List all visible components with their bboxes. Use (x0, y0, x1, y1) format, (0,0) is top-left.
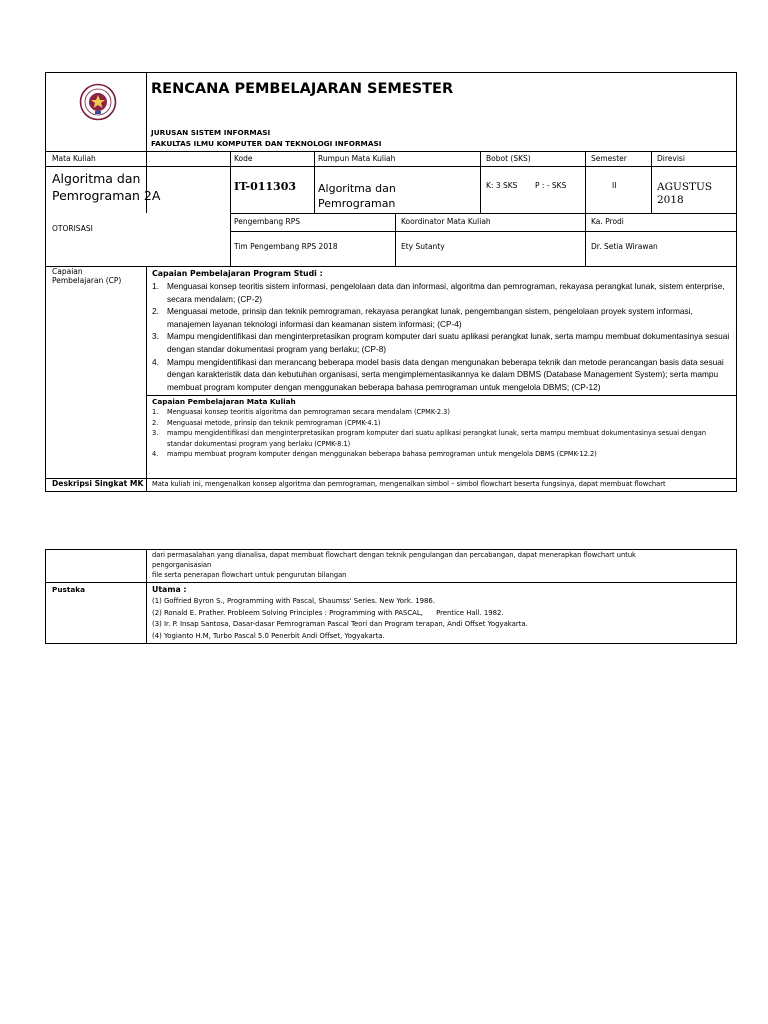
course-name: Algoritma dan Pemrograman 2A (52, 171, 161, 203)
cp-prodi-title: Capaian Pembelajaran Program Studi : (152, 269, 323, 278)
cp-mk-title: Capaian Pembelajaran Mata Kuliah (152, 397, 296, 406)
label-otorisasi: OTORISASI (52, 224, 93, 233)
pengembang-value: Tim Pengembang RPS 2018 (234, 242, 338, 251)
rps-table-page1 (45, 72, 737, 492)
label-kode: Kode (234, 154, 253, 163)
list-item: (1) Goffried Byron S., Programming with Pascal, Shaumss' Series. New York. 1986. (152, 597, 435, 605)
koordinator-value: Ety Sutanty (401, 242, 445, 251)
deskripsi-line: dari permasalahan yang dianalisa, dapat membuat flowchart dengan teknik pengulangan dan percabangan, dapat menerapkan flowchart untuk (152, 551, 636, 559)
list-item: (2) Ronald E. Prather. Probleem Solving Principles : Programming with PASCAL, Prentice Hall. 1982. (152, 608, 504, 617)
pustaka-list (152, 596, 732, 642)
label-mata-kuliah: Mata Kuliah (52, 154, 96, 163)
list-item: 1. Menguasai konsep teoritis algoritma dan pemrograman secara mendalam (CPMK-2.3) (152, 408, 450, 416)
faculty-name: FAKULTAS ILMU KOMPUTER DAN TEKNOLOGI INFORMASI (151, 139, 382, 148)
list-item: 3. mampu mengidentifikasi dan menginterpretasikan program komputer dari suatu aplikasi perangkat lunak, serta mampu membuat dokumentasinya sesuai dengan standar dokumentasi program yang berlaku (CPMK-8.1) (152, 429, 706, 448)
cp-prodi-list (152, 280, 732, 393)
label-bobot: Bobot (SKS) (486, 154, 531, 163)
label-direvisi: Direvisi (657, 154, 685, 163)
deskripsi-line: pengorganisasian (152, 560, 212, 569)
cp-mk-list (152, 407, 712, 460)
course-code: IT-011303 (234, 180, 296, 193)
label-pustaka: Pustaka (52, 585, 86, 594)
page-title: RENCANA PEMBELAJARAN SEMESTER (151, 81, 454, 97)
label-pengembang: Pengembang RPS (234, 217, 301, 226)
pustaka-utama-label: Utama : (152, 585, 187, 594)
label-kaprodi: Ka. Prodi (591, 217, 624, 226)
revision-date: AGUSTUS 2018 (657, 181, 713, 206)
label-semester: Semester (591, 154, 627, 163)
label-rumpun: Rumpun Mata Kuliah (318, 154, 396, 163)
list-item: 4. mampu membuat program komputer dengan menggunakan beberapa bahasa pemrograman untuk mengelola DBMS (CPMK-12.2) (152, 450, 597, 459)
deskripsi-text-page2 (152, 551, 732, 580)
label-koordinator: Koordinator Mata Kuliah (401, 217, 491, 226)
list-item: 2. Menguasai metode, prinsip dan teknik pemrograman, rekayasa perangkat lunak, pengembangan sistem, pengelolaan proyek system informasi, manajemen layanan teknologi informasi dan keamanan sistem informasi; (CP-4) (152, 306, 693, 329)
university-seal-icon (79, 83, 117, 121)
list-item: (4) Yogianto H.M, Turbo Pascal 5.0 Penerbit Andi Offset, Yogyakarta. (152, 631, 385, 640)
credit-theory: K: 3 SKS (486, 181, 518, 190)
label-deskripsi: Deskripsi Singkat MK (52, 479, 144, 488)
label-capaian-line2: Pembelajaran (CP) (52, 276, 122, 285)
rps-table-page2 (45, 549, 737, 644)
kaprodi-value: Dr. Setia Wirawan (591, 242, 658, 251)
list-item: (3) Ir. P. Insap Santosa, Dasar-dasar Pemrograman Pascal Teori dan Program terapan, Andi Offset Yogyakarta. (152, 620, 528, 629)
department-name: JURUSAN SISTEM INFORMASI (151, 128, 271, 137)
deskripsi-text-page1: Mata kuliah ini, mengenalkan konsep algoritma dan pemrograman, mengenalkan simbol – simbol flowchart beserta fungsinya, dapat membuat flowchart (152, 480, 666, 488)
credit-practice: P : - SKS (535, 181, 567, 190)
semester-value: II (612, 181, 617, 190)
list-item: 4. Mampu mengidentifikasi dan merancang beberapa model basis data dengan mengunakan beberapa teknik dan metode perancangan basis data sesuai dengan karakteristik data dan kebutuhan organisasi, serta mengimplementasikannya ke dalam DBMS (Database Management System); serta mampu membuat program komputer dengan menggunakan beberapa bahasa pemrograman untuk mengelola DBMS; (CP-12) (152, 356, 724, 392)
label-capaian (52, 267, 121, 285)
list-item: 1. Menguasai konsep teoritis sistem informasi, pengelolaan data dan informasi, algoritma dan pemrograman, rekayasa perangkat lunak, sistem enterprise, secara mendalam; (CP-2) (152, 281, 725, 304)
list-item: 2. Menguasai metode, prinsip dan teknik pemrograman (CPMK-4.1) (152, 418, 381, 427)
deskripsi-line: file serta penerapan flowchart untuk pengurutan bilangan (152, 570, 347, 579)
label-capaian-line1: Capaian (52, 267, 83, 276)
list-item: 3. Mampu mengidentifikasi dan menginterpretasikan program komputer dari suatu aplikasi perangkat lunak, serta mampu membuat dokumentasinya sesuai dengan standar dokumentasi program yang berlaku; (CP-8) (152, 331, 730, 354)
course-group: Algoritma dan Pemrograman (318, 182, 396, 210)
